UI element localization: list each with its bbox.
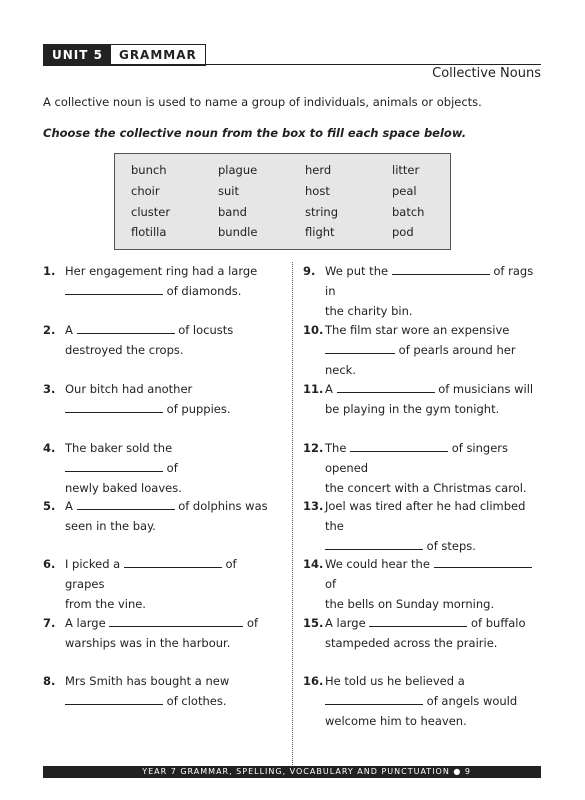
question-item	[303, 613, 543, 653]
question-item	[303, 438, 543, 498]
question-number: 10.	[303, 323, 324, 337]
question-number: 8.	[43, 674, 56, 688]
answer-blank[interactable]	[65, 692, 163, 705]
question-number: 15.	[303, 616, 324, 630]
question-text: the concert with a Christmas carol.	[325, 481, 527, 495]
question-text: I picked a	[65, 557, 121, 571]
question-text: of buffalo	[470, 616, 526, 630]
question-number: 1.	[43, 264, 56, 278]
question-text: We could hear the	[325, 557, 430, 571]
question-number: 7.	[43, 616, 56, 630]
question-text: of singers opened	[325, 441, 509, 475]
answer-blank[interactable]	[337, 380, 435, 393]
question-number: 13.	[303, 499, 324, 513]
instruction-text: Choose the collective noun from the box to fill each space below.	[43, 126, 467, 140]
answer-blank[interactable]	[325, 692, 423, 705]
word-item: bundle	[218, 225, 258, 239]
word-item: peal	[392, 184, 417, 198]
question-number: 3.	[43, 382, 56, 396]
question-number: 5.	[43, 499, 56, 513]
question-text: newly baked loaves.	[65, 481, 182, 495]
answer-blank[interactable]	[65, 400, 163, 413]
question-text: of locusts	[178, 323, 234, 337]
question-text: of pearls around her neck.	[325, 343, 516, 377]
question-text: Her engagement ring had a large	[65, 264, 258, 278]
question-item	[43, 496, 273, 536]
question-item	[303, 554, 543, 614]
question-number: 14.	[303, 557, 324, 571]
word-item: host	[305, 184, 330, 198]
answer-blank[interactable]	[109, 614, 243, 627]
answer-blank[interactable]	[434, 555, 532, 568]
question-item	[43, 554, 273, 614]
page-footer	[43, 766, 541, 778]
question-item	[43, 671, 273, 711]
question-text: The baker sold the	[65, 441, 173, 455]
word-item: flight	[305, 225, 335, 239]
question-text: A	[65, 323, 73, 337]
question-number: 12.	[303, 441, 324, 455]
answer-blank[interactable]	[77, 497, 175, 510]
word-item: suit	[218, 184, 239, 198]
answer-blank[interactable]	[369, 614, 467, 627]
question-item	[303, 379, 543, 419]
question-text: the bells on Sunday morning.	[325, 597, 495, 611]
question-text: A large	[325, 616, 366, 630]
question-number: 16.	[303, 674, 324, 688]
question-number: 2.	[43, 323, 56, 337]
question-item	[43, 379, 273, 419]
question-text: The	[325, 441, 347, 455]
question-text: A	[65, 499, 73, 513]
question-item	[303, 320, 543, 380]
question-text: stampeded across the prairie.	[325, 636, 498, 650]
intro-text: A collective noun is used to name a group of individuals, animals or objects.	[43, 95, 482, 109]
word-item: herd	[305, 163, 332, 177]
question-text: destroyed the crops.	[65, 343, 184, 357]
question-text: of angels would	[426, 694, 518, 708]
question-text: of	[325, 577, 337, 591]
question-number: 9.	[303, 264, 316, 278]
question-item	[43, 320, 273, 360]
word-item: string	[305, 205, 339, 219]
question-text: A	[325, 382, 333, 396]
question-text: from the vine.	[65, 597, 146, 611]
question-text: of diamonds.	[166, 284, 242, 298]
question-item	[303, 496, 543, 556]
question-number: 11.	[303, 382, 324, 396]
word-item: litter	[392, 163, 420, 177]
answer-blank[interactable]	[350, 439, 448, 452]
word-box	[114, 153, 451, 250]
word-item: pod	[392, 225, 414, 239]
question-text: of dolphins was	[178, 499, 268, 513]
word-item: bunch	[131, 163, 167, 177]
word-item: cluster	[131, 205, 171, 219]
question-number: 4.	[43, 441, 56, 455]
unit-header	[43, 44, 206, 66]
question-text: Joel was tired after he had climbed the	[325, 499, 526, 533]
question-text: of	[166, 461, 178, 475]
question-text: Our bitch had another	[65, 382, 193, 396]
question-text: of puppies.	[166, 402, 231, 416]
footer-text: YEAR 7 GRAMMAR, SPELLING, VOCABULARY AND PUNCTUATION ● 9	[142, 767, 471, 776]
question-text: of rags in	[325, 264, 534, 298]
word-item: batch	[392, 205, 425, 219]
question-text: A large	[65, 616, 106, 630]
page-title: Collective Nouns	[432, 66, 541, 81]
question-item	[43, 438, 273, 498]
question-text: seen in the bay.	[65, 519, 156, 533]
question-text: be playing in the gym tonight.	[325, 402, 500, 416]
question-text: welcome him to heaven.	[325, 714, 467, 728]
unit-topic: GRAMMAR	[111, 45, 205, 65]
question-item	[43, 261, 273, 301]
question-text: He told us he believed a	[325, 674, 465, 688]
answer-blank[interactable]	[65, 459, 163, 472]
question-text: warships was in the harbour.	[65, 636, 231, 650]
question-text: The film star wore an expensive	[325, 323, 510, 337]
question-text: of steps.	[426, 539, 476, 553]
word-item: plague	[218, 163, 258, 177]
question-text: of clothes.	[166, 694, 227, 708]
answer-blank[interactable]	[392, 262, 490, 275]
question-text: Mrs Smith has bought a new	[65, 674, 230, 688]
word-item: flotilla	[131, 225, 167, 239]
answer-blank[interactable]	[124, 555, 222, 568]
question-number: 6.	[43, 557, 56, 571]
answer-blank[interactable]	[65, 282, 163, 295]
word-item: choir	[131, 184, 160, 198]
question-item	[303, 671, 543, 731]
question-item	[303, 261, 543, 321]
question-text: of	[246, 616, 259, 630]
column-divider	[292, 262, 293, 767]
word-item: band	[218, 205, 247, 219]
question-text: the charity bin.	[325, 304, 413, 318]
answer-blank[interactable]	[325, 341, 395, 354]
question-text: We put the	[325, 264, 389, 278]
question-text: of grapes	[65, 557, 237, 591]
unit-label: UNIT 5	[44, 45, 111, 65]
answer-blank[interactable]	[325, 537, 423, 550]
question-item	[43, 613, 273, 653]
question-text: of musicians will	[438, 382, 534, 396]
answer-blank[interactable]	[77, 321, 175, 334]
header-rule	[43, 64, 541, 65]
